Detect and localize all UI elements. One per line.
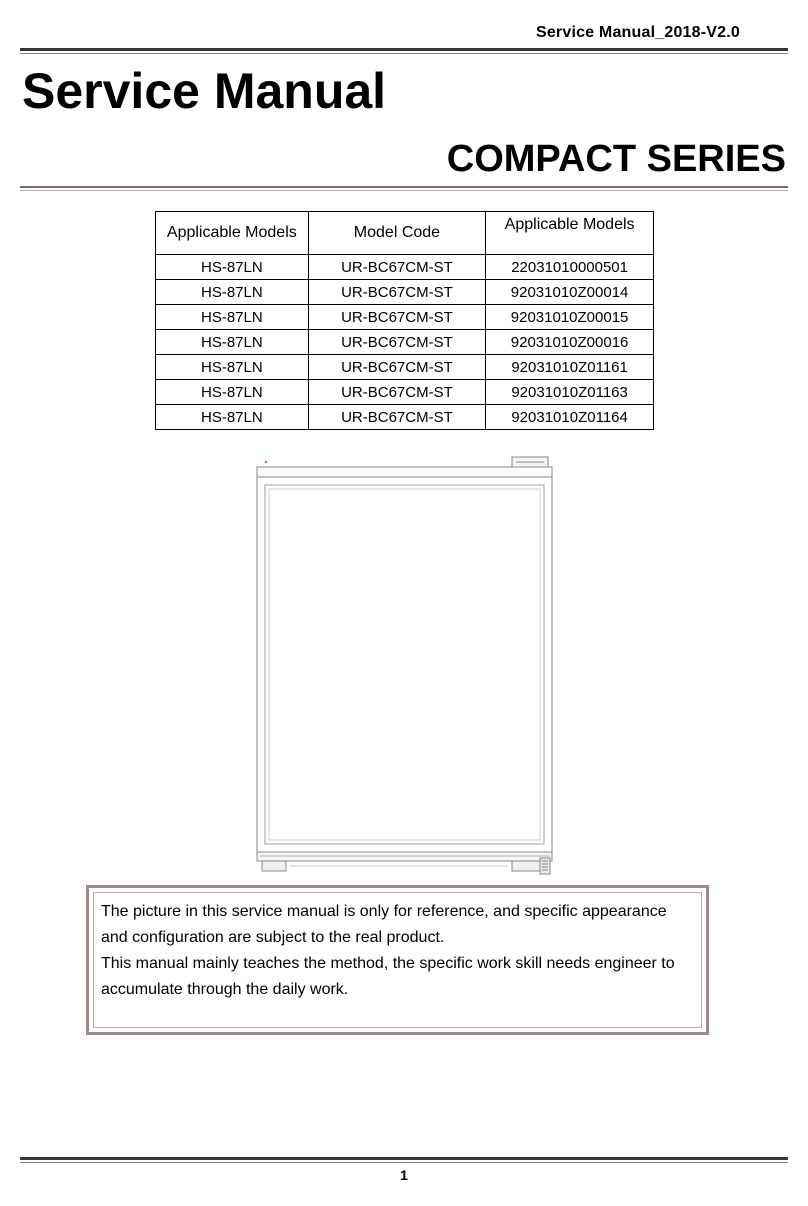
header-rule <box>20 48 788 51</box>
cell-part-number: 92031010Z00015 <box>486 305 654 330</box>
cell-model-code: UR-BC67CM-ST <box>308 330 486 355</box>
model-table <box>155 211 654 430</box>
cell-model: HS-87LN <box>156 405 309 430</box>
column-header-applicable-models: Applicable Models <box>156 212 309 255</box>
notice-paragraph-reference: The picture in this service manual is only for reference, and specific appearance and configuration are subject to the real product. <box>101 903 667 946</box>
cell-part-number: 22031010000501 <box>486 255 654 280</box>
column-header-model-code: Model Code <box>308 212 486 255</box>
cell-model: HS-87LN <box>156 380 309 405</box>
footer-rule-thin <box>20 1162 788 1163</box>
cell-part-number: 92031010Z01163 <box>486 380 654 405</box>
cell-model: HS-87LN <box>156 255 309 280</box>
column-header-applicable-models-code: Applicable Models <box>486 212 654 255</box>
table-row <box>156 355 654 380</box>
cell-model-code: UR-BC67CM-ST <box>308 280 486 305</box>
title-rule-thin <box>20 190 788 191</box>
cell-part-number: 92031010Z01164 <box>486 405 654 430</box>
page-subtitle: COMPACT SERIES <box>446 138 786 180</box>
notice-paragraph-method: This manual mainly teaches the method, the specific work skill needs engineer to accumulate through the daily work. <box>101 955 675 998</box>
table-row <box>156 405 654 430</box>
refrigerator-icon <box>250 455 554 880</box>
refrigerator-illustration <box>250 455 554 885</box>
page-number: 1 <box>400 1167 408 1183</box>
marker-dot <box>265 461 268 464</box>
cell-model: HS-87LN <box>156 330 309 355</box>
header-version-label: Service Manual_2018-V2.0 <box>535 24 740 41</box>
footer-rule <box>20 1157 788 1160</box>
cell-model: HS-87LN <box>156 280 309 305</box>
cell-model-code: UR-BC67CM-ST <box>308 255 486 280</box>
notice-inner-frame <box>93 892 702 1028</box>
header-rule-thin <box>20 53 788 54</box>
table-row <box>156 330 654 355</box>
cell-model-code: UR-BC67CM-ST <box>308 355 486 380</box>
cell-model: HS-87LN <box>156 355 309 380</box>
cell-part-number: 92031010Z00014 <box>486 280 654 305</box>
title-rule <box>20 186 788 188</box>
cell-model-code: UR-BC67CM-ST <box>308 380 486 405</box>
cell-model-code: UR-BC67CM-ST <box>308 405 486 430</box>
cell-part-number: 92031010Z00016 <box>486 330 654 355</box>
cell-model-code: UR-BC67CM-ST <box>308 305 486 330</box>
cell-part-number: 92031010Z01161 <box>486 355 654 380</box>
table-header-row <box>156 212 654 255</box>
disclaimer-notice <box>86 885 709 1035</box>
table-row <box>156 380 654 405</box>
table-row <box>156 305 654 330</box>
page-title: Service Manual <box>22 63 387 119</box>
table-row <box>156 255 654 280</box>
cell-model: HS-87LN <box>156 305 309 330</box>
table-row <box>156 280 654 305</box>
